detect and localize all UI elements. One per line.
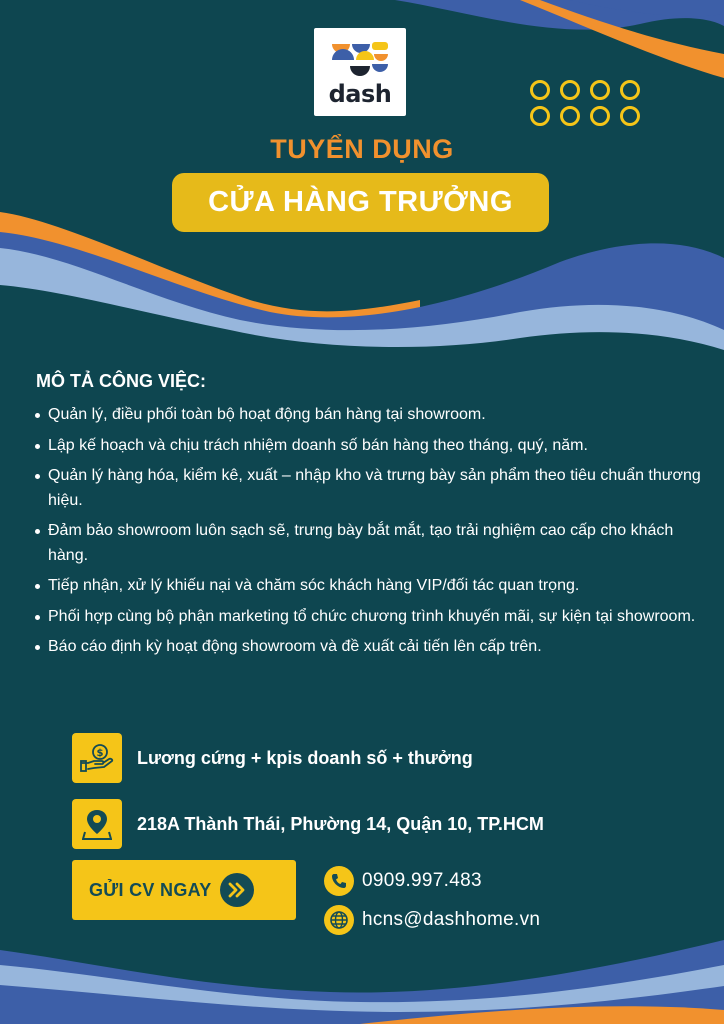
hand-money-icon (72, 733, 122, 783)
brand-logo (314, 28, 406, 116)
email-contact[interactable] (324, 905, 540, 935)
list-item: Đảm bảo showroom luôn sạch sẽ, trưng bày bắt mắt, tạo trải nghiệm cao cấp cho khách hàng. (34, 519, 714, 568)
phone-contact[interactable] (324, 866, 482, 896)
address-text: 218A Thành Thái, Phường 14, Quận 10, TP.HCM (137, 813, 544, 834)
address-row (72, 799, 544, 849)
double-chevron-right-icon (220, 873, 254, 907)
email-address: hcns@dashhome.vn (362, 909, 541, 930)
map-pin-icon (72, 799, 122, 849)
svg-text:$: $ (96, 748, 104, 759)
send-cv-button[interactable] (72, 860, 296, 920)
list-item: Lập kế hoạch và chịu trách nhiệm doanh số bán hàng theo tháng, quý, năm. (34, 434, 714, 459)
globe-icon (324, 905, 354, 935)
list-item: Báo cáo định kỳ hoạt động showroom và đề xuất cải tiến lên cấp trên. (34, 635, 714, 660)
salary-row (72, 733, 473, 783)
list-item: Quản lý, điều phối toàn bộ hoạt động bán hàng tại showroom. (34, 403, 714, 428)
salary-text: Lương cứng + kpis doanh số + thưởng (137, 747, 473, 768)
logo-wordmark: dash (328, 80, 392, 108)
decorative-dots (530, 80, 644, 126)
phone-number: 0909.997.483 (362, 870, 482, 891)
job-description-list (34, 403, 714, 666)
logo-bowls-icon (330, 40, 390, 80)
list-item: Tiếp nhận, xử lý khiếu nại và chăm sóc khách hàng VIP/đối tác quan trọng. (34, 574, 714, 599)
job-description-heading: MÔ TẢ CÔNG VIỆC: (36, 371, 206, 391)
recruitment-heading: TUYỂN DỤNG (270, 134, 454, 164)
list-item: Quản lý hàng hóa, kiểm kê, xuất – nhập kho và trưng bày sản phẩm theo tiêu chuẩn thương hiệu. (34, 464, 714, 513)
phone-icon (324, 866, 354, 896)
list-item: Phối hợp cùng bộ phận marketing tổ chức chương trình khuyến mãi, sự kiện tại showroom. (34, 605, 714, 630)
position-title: CỬA HÀNG TRƯỞNG (172, 173, 549, 232)
send-cv-label: GỬI CV NGAY (89, 879, 212, 900)
